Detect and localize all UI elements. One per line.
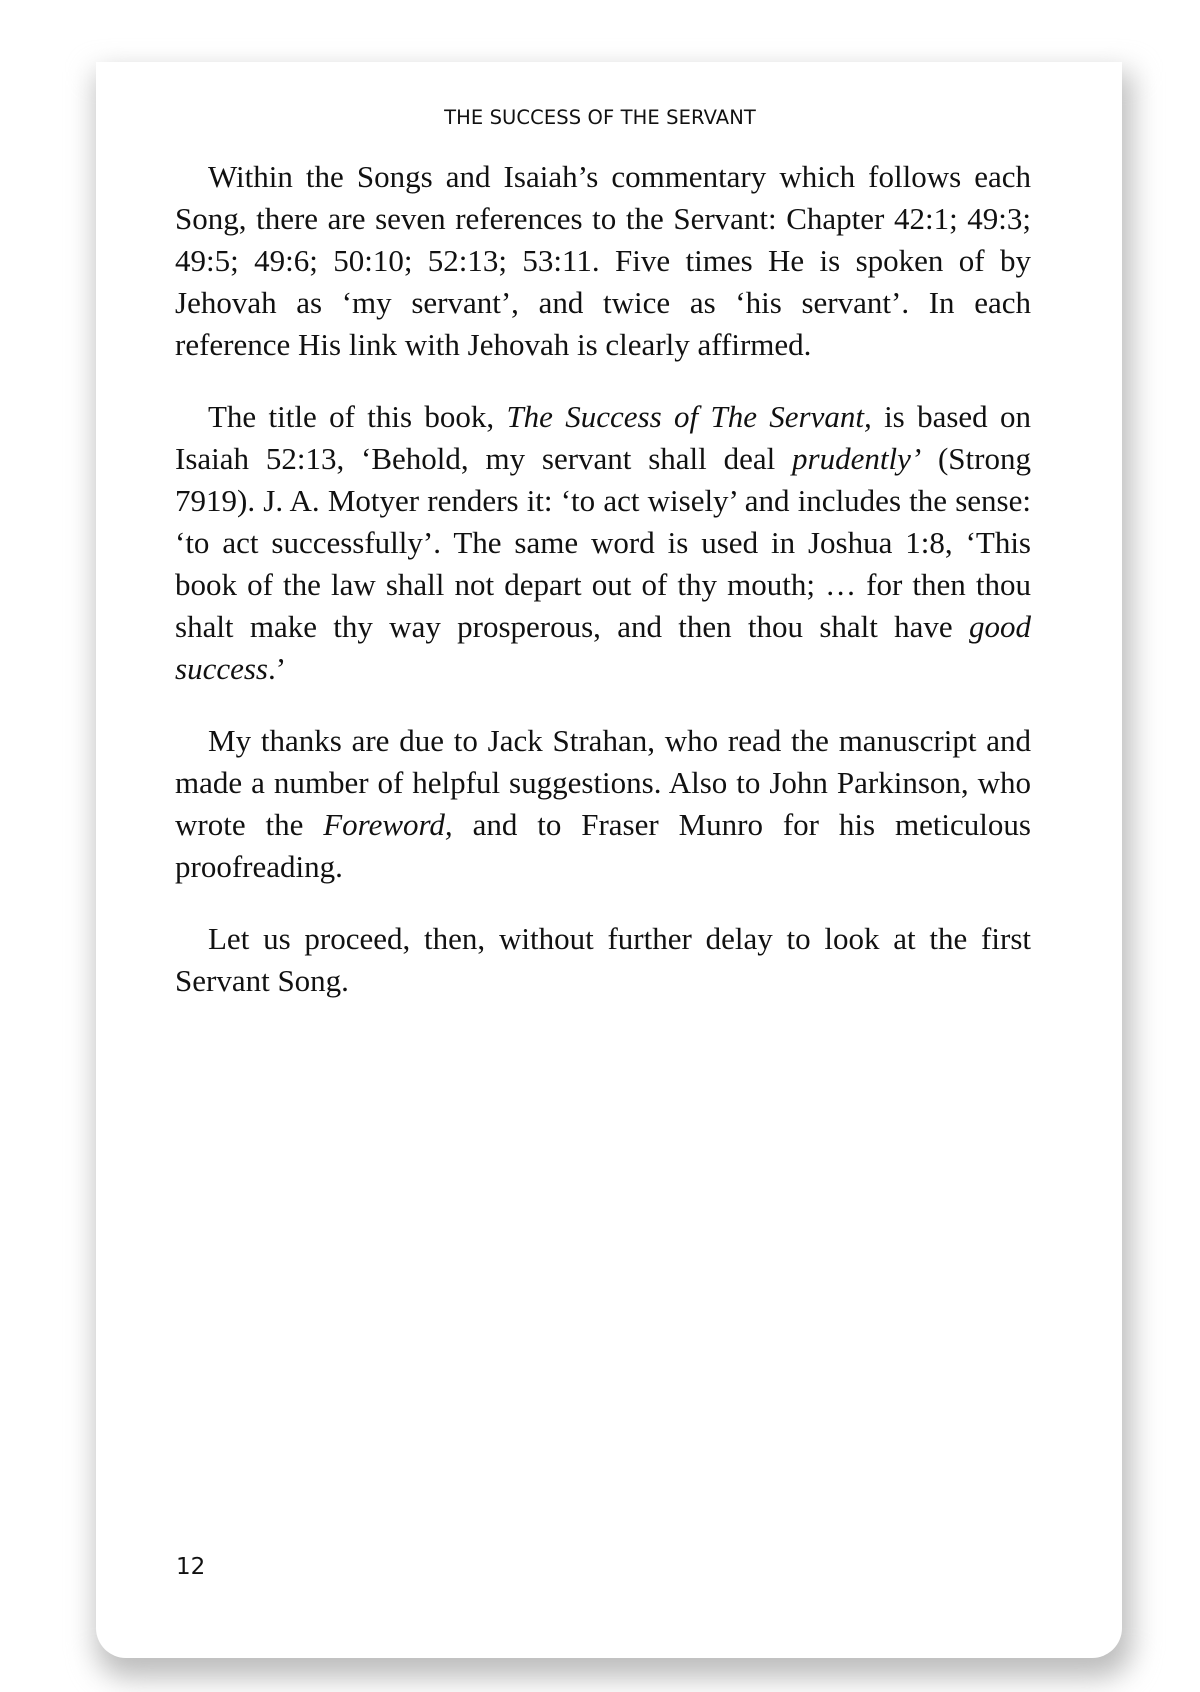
paragraph-2 [175, 396, 1031, 690]
paragraph-2-segment: is based on Isaiah 52:13, ‘Behold, my servant shall deal [175, 399, 1031, 476]
body-text [175, 156, 1031, 1032]
paragraph-3 [175, 720, 1031, 888]
paragraph-2-segment: .’ [267, 651, 287, 686]
good-success-italic: good success [175, 609, 1031, 686]
paragraph-4: Let us proceed, then, without further delay to look at the first Servant Song. [175, 921, 1031, 998]
paragraph-1: Within the Songs and Isaiah’s commentary which follows each Song, there are seven references to the Servant: Chapter 42:1; 49:3; 49:5; 49:6; 50:10; 52:13; 53:11. Five times He is spoken of by Jehovah as ‘my servant’, and twice as ‘his servant’. In each reference His link with Jehovah is clearly affirmed. [175, 159, 1031, 362]
prudently-italic: prudently’ [792, 441, 922, 476]
page-number: 12 [176, 1554, 206, 1580]
paragraph-3-segment: and to Fraser Munro for his meticulous proofreading. [175, 807, 1031, 884]
paragraph-2-segment: The title of this book, [208, 399, 507, 434]
paragraph-2-segment: (Strong 7919). J. A. Motyer renders it: ‘to act wisely’ and includes the sense: ‘to act successfully’. The same word is used in Joshua 1:8, ‘This book of the law shall not depart out of thy mouth; … for then thou shalt make thy way prosperous, and then thou shalt have [175, 441, 1031, 644]
paragraph-3-segment: My thanks are due to Jack Strahan, who read the manuscript and made a number of helpful suggestions. Also to John Parkinson, who wrote the [175, 723, 1031, 842]
foreword-italic: Foreword, [323, 807, 453, 842]
book-title-italic: The Success of The Servant, [506, 399, 872, 434]
running-header: THE SUCCESS OF THE SERVANT [444, 106, 756, 129]
